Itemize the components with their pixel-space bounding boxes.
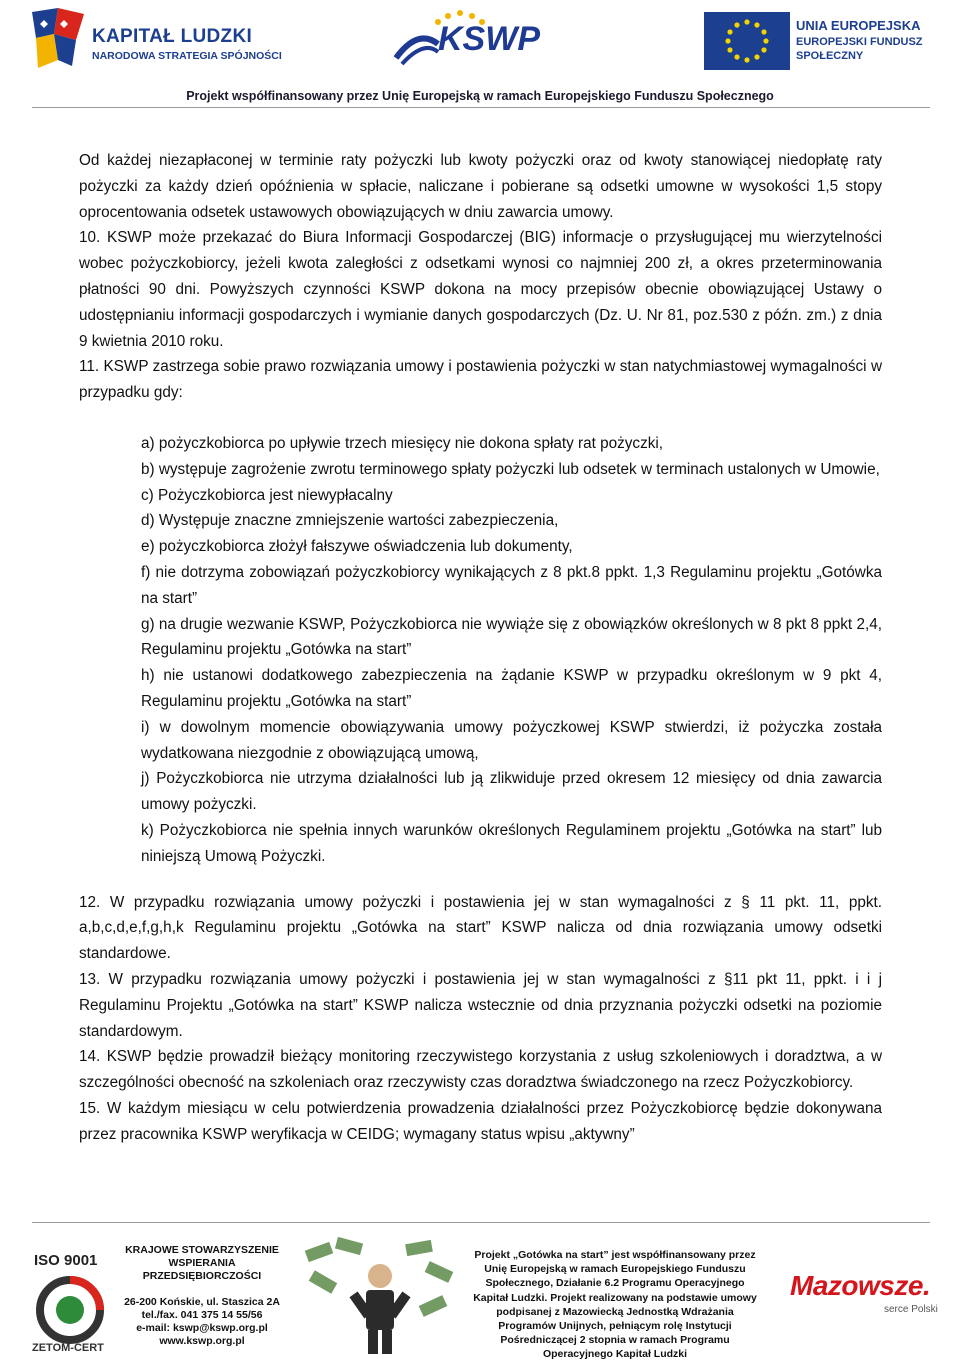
spacer: [79, 870, 882, 890]
project-info-text: Projekt „Gotówka na start” jest współfinansowany przez Unię Europejską w ramach Europejskiego Funduszu Społecznego, Działanie 6.2 Programu Operacyjnego Kapitał Ludzki. Projekt realizowany na podstawie umowy podpisanej z Mazowiecką Jednostką Wdrażania Programów Unijnych, pełniącym rolę Instytucji Pośredniczącej 2 stopnia w ramach Programu Operacyjnego Kapitał Ludzki: [473, 1249, 757, 1361]
kapital-ludzki-subtitle: NARODOWA STRATEGIA SPÓJNOŚCI: [92, 50, 282, 62]
paragraph-11: 11. KSWP zastrzega sobie prawo rozwiązania umowy i postawienia pożyczki w stan natychmiastowej wymagalności w przypadku gdy:: [79, 358, 882, 402]
list-item: g) na drugie wezwanie KSWP, Pożyczkobiorca nie wywiąże się z obowiązków określonych w 8 pkt 8 ppkt 2,4, Regulaminu projektu „Gotówka na start”: [141, 615, 882, 659]
paragraph-12: 12. W przypadku rozwiązania umowy pożyczki i postawienia jej w stan wymagalności z § 11 pkt. 11, ppkt. a,b,c,d,e,f,g,h,k Regulaminu projektu „Gotówka na start” KSWP nalicza od dnia rozwiązania umowy odsetki standardowe.: [79, 893, 882, 963]
mazowsze-tagline: serce Polski: [884, 1304, 938, 1315]
paragraph-15: 15. W każdym miesiącu w celu potwierdzenia prowadzenia działalności przez Pożyczkobiorcę będzie dokonywana przez pracownika KSWP weryfikacja w CEIDG; wymagany status wpisu „aktywny”: [79, 1099, 882, 1143]
list-item: a) pożyczkobiorca po upływie trzech miesięcy nie dokona spłaty rat pożyczki,: [141, 434, 664, 452]
list-item: b) występuje zagrożenie zwrotu terminowego spłaty pożyczki lub odsetek w terminach ustalonych w Umowie,: [141, 460, 880, 478]
termination-conditions-list: [79, 431, 882, 870]
money-man-illustration-icon: [296, 1236, 464, 1358]
list-item: i) w dowolnym momencie obowiązywania umowy pożyczkowej KSWP stwierdzi, iż pożyczka została wydatkowana niezgodnie z obowiązującą umową,: [141, 718, 882, 762]
paragraph-interest: Od każdej niezapłaconej w terminie raty pożyczki lub kwoty pożyczki oraz od kwoty stanowiącej niedopłatę raty pożyczki za każdy dzień opóźnienia w spłacie, naliczane i pobierane są odsetki umowne w wysokości 1,5 stopy oprocentowania odsetek ustawowych obowiązujących w dniu zawarcia umowy.: [79, 152, 882, 221]
eu-title: UNIA EUROPEJSKA: [796, 18, 921, 33]
list-item: f) nie dotrzyma zobowiązań pożyczkobiorcy wynikających z 8 pkt.8 ppkt. 1,3 Regulaminu projektu „Gotówka na start”: [141, 563, 882, 607]
zetom-label: ZETOM-CERT: [32, 1342, 104, 1354]
footer-divider: [32, 1222, 930, 1223]
organization-address: 26-200 Końskie, ul. Staszica 2A tel./fax. 041 375 14 55/56 e-mail: kswp@kswp.org.pl www.kswp.org.pl: [124, 1296, 280, 1347]
page-header: [0, 0, 960, 108]
list-item: e) pożyczkobiorca złożył fałszywe oświadczenia lub dokumenty,: [141, 538, 573, 556]
kapital-ludzki-title: KAPITAŁ LUDZKI: [92, 26, 253, 47]
paragraph-14: 14. KSWP będzie prowadził bieżący monitoring rzeczywistego korzystania z usług szkoleniowych i doradztwa, a w szczególności obecność na szkoleniach oraz rzeczywisty czas doradztwa świadczonego na rzecz Pożyczkobiorcy.: [79, 1048, 882, 1092]
list-item: k) Pożyczkobiorca nie spełnia innych warunków określonych Regulaminem projektu „Gotówka na start” lub niniejszą Umową Pożyczki.: [141, 821, 882, 865]
project-cofinancing-line: Projekt współfinansowany przez Unię Europejską w ramach Europejskiego Funduszu Społecznego: [186, 89, 774, 103]
paragraph-10: 10. KSWP może przekazać do Biura Informacji Gospodarczej (BIG) informacje o przysługującej mu wierzytelności wobec pożyczkobiorcy, jeżeli kwota zaległości z odsetkami wynosi co najmniej 200 zł, a okres przeterminowania płatności 90 dni. Powyższych czynności KSWP dokona na mocy przepisów obecnie obowiązującej Ustawy o udostępnianiu informacji gospodarczych i wymianie danych gospodarczych (Dz. U. Nr 81, poz.530 z późn. zm.) z dnia 9 kwietnia 2010 roku.: [79, 229, 882, 350]
eu-subtitle: EUROPEJSKI FUNDUSZ SPOŁECZNY: [796, 36, 923, 62]
paragraph-13: 13. W przypadku rozwiązania umowy pożyczki i postawienia jej w stan wymagalności z §11 pkt 11, ppkt. i i j Regulaminu Projektu „Gotówka na start” KSWP nalicza wstecznie od dnia przyznania pożyczki odsetki na poziomie standardowym.: [79, 970, 882, 1040]
kswp-logo-text: KSWP: [438, 20, 540, 58]
list-item: c) Pożyczkobiorca jest niewypłacalny: [141, 486, 393, 504]
organization-name: KRAJOWE STOWARZYSZENIE WSPIERANIA PRZEDSIĘBIORCZOŚCI: [125, 1244, 279, 1282]
header-divider: [32, 107, 930, 108]
iso-label: ISO 9001: [34, 1252, 98, 1269]
list-item: j) Pożyczkobiorca nie utrzyma działalności lub ją zlikwiduje przed okresem 12 miesięcy od dnia zawarcia umowy pożyczki.: [141, 770, 882, 814]
document-body: [79, 148, 882, 1147]
mazowsze-logo-text: Mazowsze.: [790, 1270, 931, 1301]
list-item: h) nie ustanowi dodatkowego zabezpieczenia na żądanie KSWP w przypadku określonym w 9 pkt 4, Regulaminu projektu „Gotówka na start”: [141, 667, 882, 710]
spacer: [79, 406, 882, 431]
list-item: d) Występuje znaczne zmniejszenie wartości zabezpieczenia,: [141, 512, 559, 530]
page-footer: [0, 1222, 960, 1362]
